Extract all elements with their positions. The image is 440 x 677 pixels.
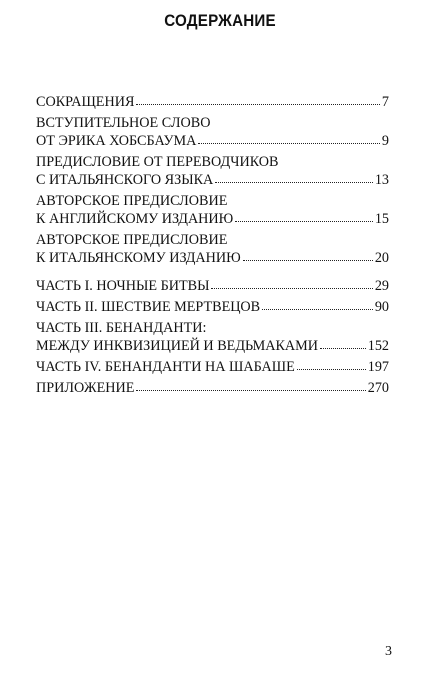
toc-entry-part-1[interactable] [36,277,389,295]
toc-entry-title: МЕЖДУ ИНКВИЗИЦИЕЙ И ВЕДЬМАКАМИ [36,338,319,354]
toc-page-number: 13 [374,172,389,188]
toc-page-number: 15 [374,211,389,227]
leader-dots [320,338,366,350]
toc-entry-part-4[interactable] [36,358,389,376]
leader-dots [211,278,372,290]
toc-page-number: 197 [367,359,389,375]
toc-entry-title-line: ЧАСТЬ III. БЕНАНДАНТИ: [36,320,207,336]
toc-parts [36,277,389,397]
toc-entry-title: ЧАСТЬ II. ШЕСТВИЕ МЕРТВЕЦОВ [36,299,261,315]
leader-dots [235,211,373,223]
toc-front-matter [36,93,389,267]
toc-entry-title: СОКРАЩЕНИЯ [36,94,135,110]
page-number: 3 [385,644,392,659]
leader-dots [136,94,379,106]
toc-entry-title: ЧАСТЬ I. НОЧНЫЕ БИТВЫ [36,278,210,294]
leader-dots [243,250,373,262]
toc-entry-part-2[interactable] [36,298,389,316]
toc-page-number: 152 [367,338,389,354]
toc-page-number: 29 [374,278,389,294]
toc-entry-title-line: АВТОРСКОЕ ПРЕДИСЛОВИЕ [36,232,228,248]
toc-entry-part-3[interactable] [36,319,389,355]
toc-page-number: 7 [381,94,389,110]
leader-dots [198,133,380,145]
toc-page-number: 90 [374,299,389,315]
toc-entry-english-edition-preface[interactable] [36,192,389,228]
leader-dots [262,299,373,311]
toc-entry-abbreviations[interactable] [36,93,389,111]
leader-dots [136,380,365,392]
toc-entry-translators-preface[interactable] [36,153,389,189]
toc-entry-hobsbawm-foreword[interactable] [36,114,389,150]
toc-page-number: 20 [374,250,389,266]
toc-entry-title-line: ВСТУПИТЕЛЬНОЕ СЛОВО [36,115,211,131]
toc-entry-title: ПРИЛОЖЕНИЕ [36,380,135,396]
toc-entry-title-line: ПРЕДИСЛОВИЕ ОТ ПЕРЕВОДЧИКОВ [36,154,279,170]
toc-entry-title: С ИТАЛЬЯНСКОГО ЯЗЫКА [36,172,214,188]
toc-page-number: 9 [381,133,389,149]
toc-entry-title: ЧАСТЬ IV. БЕНАНДАНТИ НА ШАБАШЕ [36,359,295,375]
toc-entry-italian-edition-preface[interactable] [36,231,389,267]
toc-entry-title: К ИТАЛЬЯНСКОМУ ИЗДАНИЮ [36,250,241,266]
toc-page-number: 270 [367,380,389,396]
toc-entry-title-line: АВТОРСКОЕ ПРЕДИСЛОВИЕ [36,193,228,209]
toc-entry-title: ОТ ЭРИКА ХОБСБАУМА [36,133,197,149]
toc-entry-title: К АНГЛИЙСКОМУ ИЗДАНИЮ [36,211,234,227]
page-title: СОДЕРЖАНИЕ [164,12,276,30]
toc-entry-appendix[interactable] [36,379,389,397]
leader-dots [215,172,373,184]
leader-dots [297,359,366,371]
